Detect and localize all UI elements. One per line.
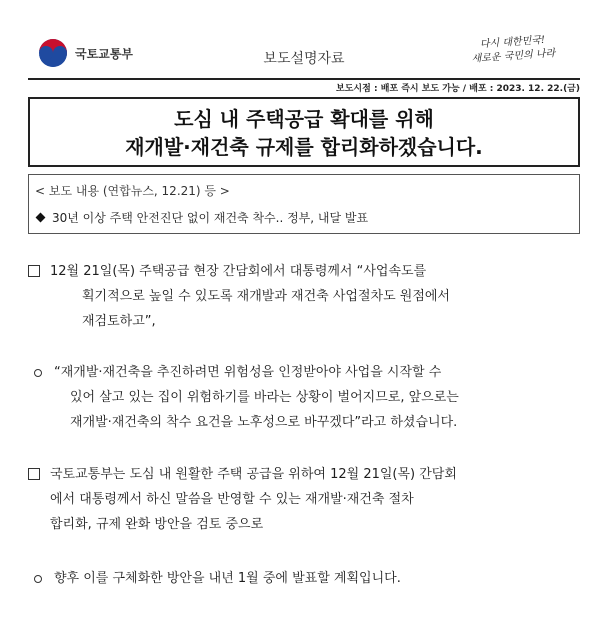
paragraph-4 bbox=[34, 566, 589, 591]
title-box bbox=[28, 97, 580, 167]
news-summary-box bbox=[28, 174, 580, 234]
paragraph-3-line-3: 합리화, 규제 완화 방안을 검토 중으로 bbox=[50, 517, 264, 532]
square-bullet-icon bbox=[28, 468, 40, 480]
paragraph-3-line-2: 에서 대통령께서 하신 말씀을 반영할 수 있는 재개발·재건축 절차 bbox=[50, 492, 414, 507]
title-line-2: 재개발·재건축 규제를 합리화하겠습니다. bbox=[125, 135, 483, 159]
doc-type-label: 보도설명자료 bbox=[263, 51, 345, 67]
circle-bullet-icon bbox=[34, 575, 42, 583]
ministry-name: 국토교통부 bbox=[75, 46, 133, 61]
news-item bbox=[35, 209, 579, 226]
title-line-1: 도심 내 주택공급 확대를 위해 bbox=[174, 107, 434, 131]
paragraph-1-line-2: 획기적으로 높일 수 있도록 재개발과 재건축 사업절차도 원점에서 bbox=[82, 289, 450, 304]
circle-bullet-icon bbox=[34, 369, 42, 377]
release-info: 보도시점 : 배포 즉시 보도 가능 / 배포 : 2023. 12. 22.(금) bbox=[336, 84, 580, 94]
paragraph-4-line-1: 향후 이를 구체화한 방안을 내년 1월 중에 발표할 계획입니다. bbox=[54, 571, 401, 586]
paragraph-2 bbox=[34, 360, 589, 435]
paragraph-3-line-1: 국토교통부는 도심 내 원활한 주택 공급을 위하여 12월 21일(목) 간담회 bbox=[50, 467, 457, 482]
news-source: < 보도 내용 (연합뉴스, 12.21) 등 > bbox=[35, 184, 230, 198]
news-item-text: 30년 이상 주택 안전진단 없이 재건축 착수.. 정부, 내달 발표 bbox=[52, 211, 369, 225]
slogan-line-2: 새로운 국민의 나라 bbox=[471, 48, 556, 65]
paragraph-1-line-1: 12월 21일(목) 주택공급 현장 간담회에서 대통령께서 “사업속도를 bbox=[50, 264, 427, 279]
paragraph-1 bbox=[28, 259, 588, 334]
paragraph-1-line-3: 재검토하고”, bbox=[82, 314, 156, 329]
paragraph-2-line-3: 재개발·재건축의 착수 요건을 노후성으로 바꾸겠다”라고 하셨습니다. bbox=[70, 415, 458, 430]
paragraph-2-line-1: “재개발·재건축을 추진하려면 위험성을 인정받아야 사업을 시작할 수 bbox=[54, 365, 442, 380]
diamond-bullet-icon bbox=[36, 213, 46, 223]
document-header bbox=[28, 30, 580, 80]
square-bullet-icon bbox=[28, 265, 40, 277]
paragraph-2-line-2: 있어 살고 있는 집이 위험하기를 바라는 상황이 벌어지므로, 앞으로는 bbox=[70, 390, 459, 405]
slogan-line-1: 다시 대한민국! bbox=[479, 34, 546, 51]
paragraph-3 bbox=[28, 462, 588, 537]
